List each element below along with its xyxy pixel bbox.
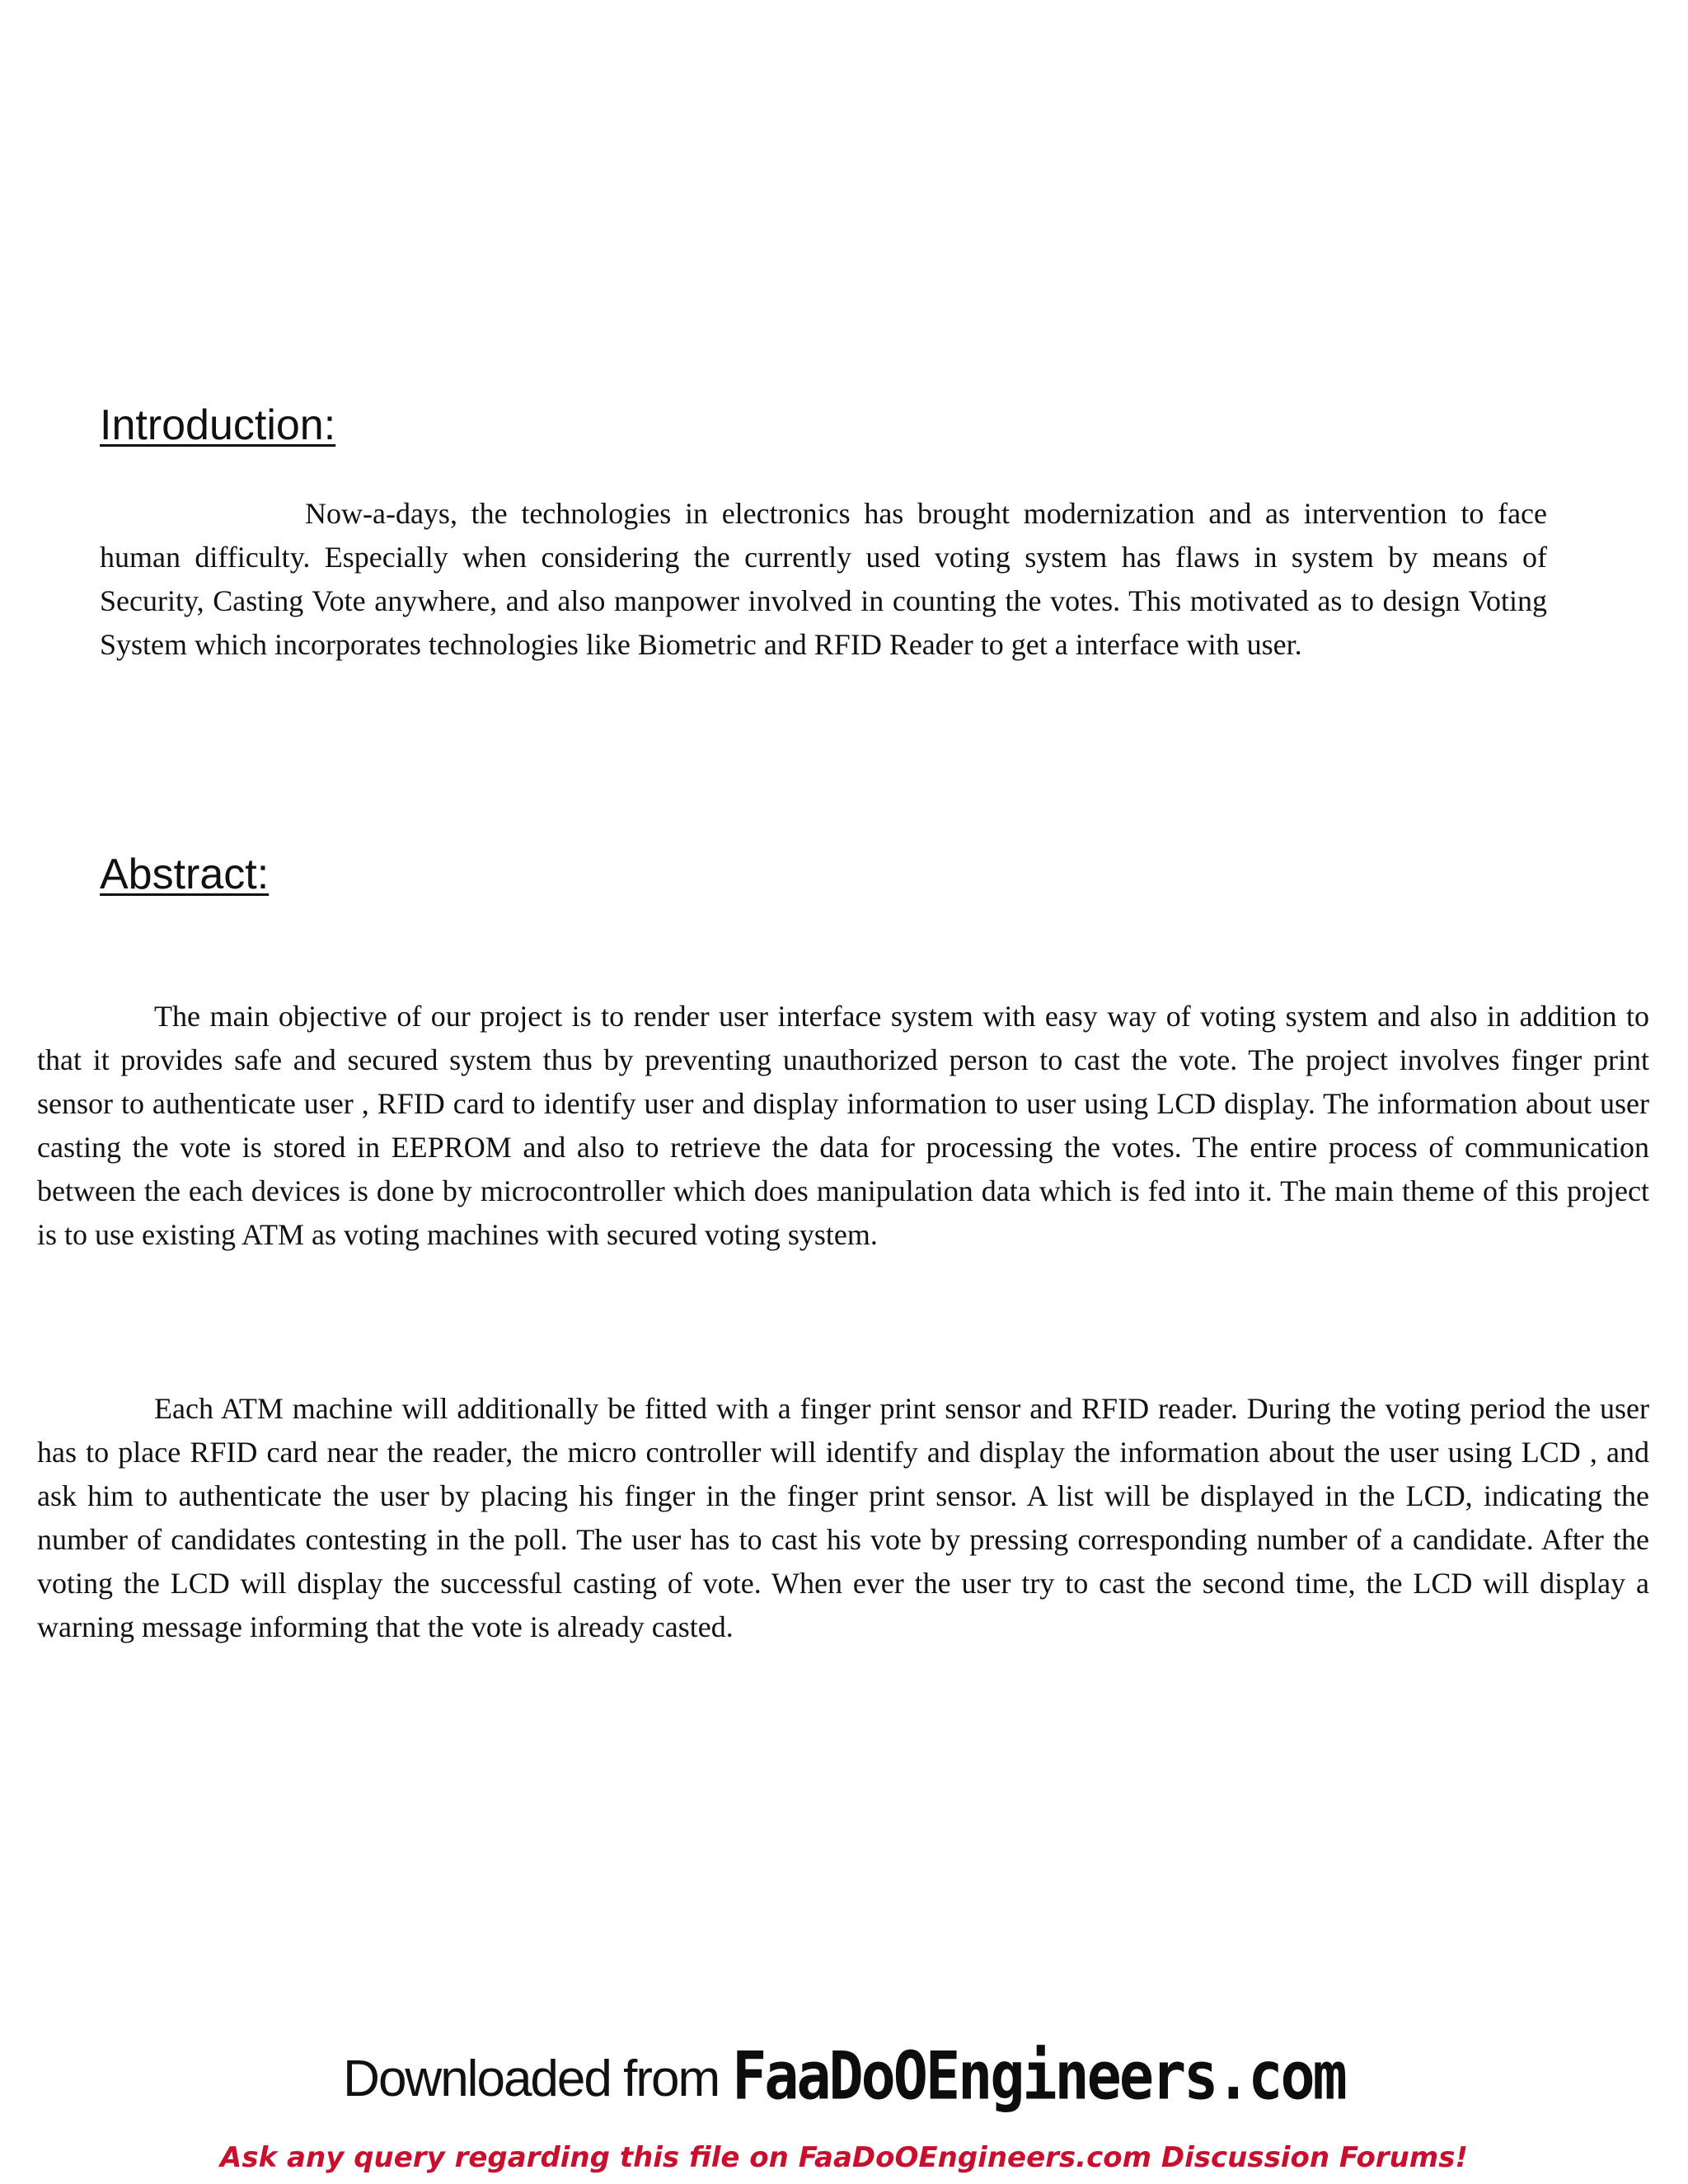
brand-logo: FaaDoOEngineers.com <box>732 2036 1345 2116</box>
introduction-paragraph: Now-a-days, the technologies in electronics has brought modernization and as intervention to face human difficulty. Especially when considering the currently used voting system has flaws in system by means of Security, Casting Vote anywhere, and also manpower involved in counting the votes. This motivated as to design Voting System which incorporates technologies like Biometric and RFID Reader to get a interface with user. <box>100 497 1547 661</box>
abstract-paragraph-1: The main objective of our project is to render user interface system with easy way of voting system and also in addition to that it provides safe and secured system thus by preventing unauthorized person to cast the vote. The project involves finger print sensor to authenticate user , RFID card to identify user and display information to user using LCD display. The information about user casting the vote is stored in EEPROM and also to retrieve the data for processing the votes. The entire process of communication between the each devices is done by microcontroller which does manipulation data which is fed into it. The main theme of this project is to use existing ATM as voting machines with secured voting system. <box>37 1000 1649 1251</box>
footer-download-banner <box>0 2036 1688 2116</box>
introduction-heading: Introduction: <box>100 401 336 449</box>
abstract-paragraph-2: Each ATM machine will additionally be fitted with a finger print sensor and RFID reader. During the voting period the user has to place RFID card near the reader, the micro controller will identify and display the information about the user using LCD , and ask him to authenticate the user by placing his finger in the finger print sensor. A list will be displayed in the LCD, indicating the number of candidates contesting in the poll. The user has to cast his vote by pressing corresponding number of a candidate. After the voting the LCD will display the successful casting of vote. When ever the user try to cast the second time, the LCD will display a warning message informing that the vote is already casted. <box>37 1392 1649 1643</box>
downloaded-from-text: Downloaded from <box>343 2050 720 2107</box>
footer-query-line: Ask any query regarding this file on FaaDoOEngineers.com Discussion Forums! <box>220 2141 1468 2174</box>
abstract-heading: Abstract: <box>100 851 270 898</box>
